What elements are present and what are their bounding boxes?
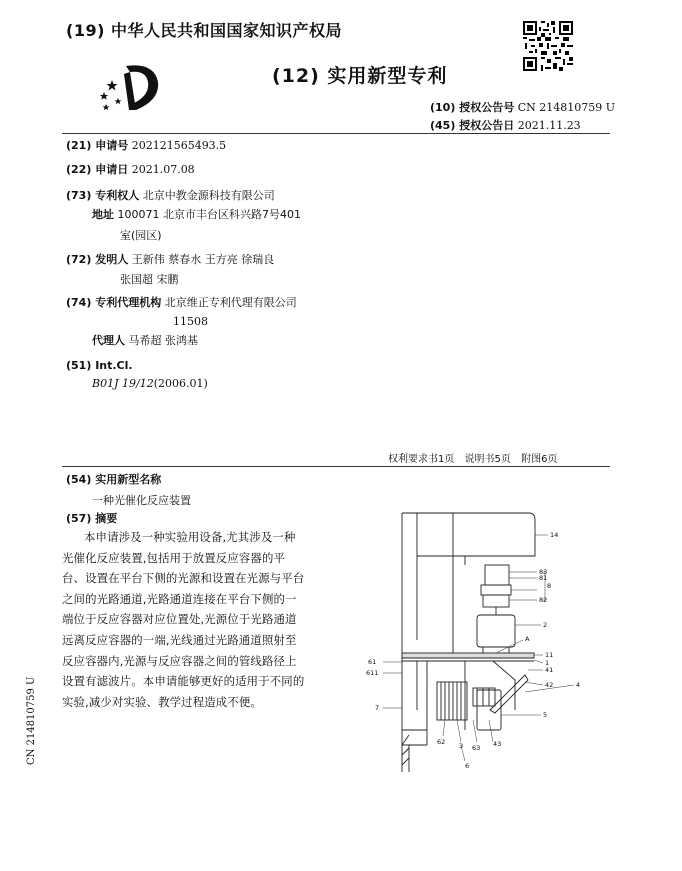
label-43: 43 [493, 740, 502, 748]
application-date-label: (22) 申请日 [66, 163, 129, 176]
label-11: 11 [545, 651, 554, 659]
abstract-line: 端位于反应容器对应位置处,光源位于光路通道 [62, 612, 297, 627]
patent-agency-label: (74) 专利代理机构 [66, 296, 162, 309]
label-3: 3 [459, 742, 464, 750]
side-publication-number: CN 214810759 U [26, 676, 37, 765]
label-8: 8 [547, 582, 552, 590]
abstract-divider [62, 466, 610, 467]
abstract-line: 本申请涉及一种实验用设备,尤其涉及一种 [84, 530, 296, 544]
int-cl-label: (51) Int.Cl. [66, 359, 133, 372]
patent-agent-value: 马希超 张鸿基 [128, 334, 198, 347]
address-line2: 室(园区) [120, 229, 162, 242]
office-name: (19) 中华人民共和国国家知识产权局 [66, 21, 342, 40]
label-82: 82 [539, 596, 548, 604]
description-pages: 说明书5页 [464, 454, 511, 465]
inventors-line1: 王新伟 蔡春水 王方亮 徐瑞良 [131, 253, 275, 266]
publication-number-label: (10) 授权公告号 [430, 101, 515, 114]
abstract-label [66, 512, 117, 526]
patentee-value: 北京中教金源科技有限公司 [142, 189, 275, 202]
inventors-line2: 张国超 宋鹏 [120, 273, 179, 286]
publication-number [430, 99, 615, 115]
label-2: 2 [543, 621, 548, 629]
address [92, 208, 301, 222]
label-1: 1 [545, 659, 550, 667]
abstract-label-text: (57) 摘要 [66, 512, 118, 525]
abstract-body [62, 527, 362, 712]
application-number-label: (21) 申请号 [66, 139, 129, 152]
int-cl-classification [92, 377, 208, 390]
utility-title-label [66, 473, 161, 487]
address-line1: 100071 北京市丰台区科兴路7号401 [117, 208, 301, 221]
utility-title-label-text: (54) 实用新型名称 [66, 473, 162, 486]
label-6: 6 [465, 762, 470, 770]
label-61: 61 [368, 658, 377, 666]
abstract-line: 远离反应容器的一端,光线通过光路通道照射至 [62, 632, 297, 647]
int-cl-code: B01J 19/12 [92, 377, 154, 390]
publication-date-value: 2021.11.23 [517, 119, 581, 132]
patent-agency-value: 北京维正专利代理有限公司 [164, 296, 297, 309]
application-number [66, 139, 226, 153]
publication-date [430, 117, 581, 133]
device-drawing [365, 510, 610, 775]
abstract-line: 台、设置在平台下侧的光源和设置在光源与平台 [62, 571, 305, 586]
publication-date-label: (45) 授权公告日 [430, 119, 515, 132]
patent-agency-code: 11508 [173, 315, 208, 328]
page-counts [388, 450, 565, 465]
patent-agency [66, 296, 297, 310]
publication-number-value: CN 214810759 U [517, 101, 615, 114]
label-14: 14 [550, 531, 559, 539]
application-date-value: 2021.07.08 [131, 163, 195, 176]
abstract-line: 设置有滤波片。本申请能够更好的适用于不同的 [62, 674, 305, 689]
label-4: 4 [576, 681, 581, 689]
label-5: 5 [543, 711, 548, 719]
label-81: 81 [539, 574, 548, 582]
int-cl [66, 359, 133, 373]
cnipa-logo-icon [96, 58, 166, 114]
application-number-value: 202121565493.5 [131, 139, 227, 152]
int-cl-date: (2006.01) [153, 377, 208, 390]
label-41: 41 [545, 666, 554, 674]
label-62: 62 [437, 738, 446, 746]
document-type: (12) 实用新型专利 [272, 65, 448, 87]
abstract-line: 光催化反应装置,包括用于放置反应容器的平 [62, 550, 286, 565]
application-date [66, 163, 195, 177]
abstract-line: 之间的光路通道,光路通道连接在平台下侧的一 [62, 591, 297, 606]
qr-code-icon [523, 21, 573, 71]
address-label: 地址 [92, 208, 114, 221]
abstract-line: 实验,减少对实验、教学过程造成不便。 [62, 694, 262, 709]
label-63: 63 [472, 744, 481, 752]
label-83: 83 [539, 568, 548, 576]
inventors-label: (72) 发明人 [66, 253, 129, 266]
drawing-pages: 附图6页 [521, 454, 558, 465]
patentee [66, 189, 275, 203]
patentee-label: (73) 专利权人 [66, 189, 140, 202]
header-divider [62, 133, 610, 134]
label-7: 7 [375, 704, 380, 712]
label-42: 42 [545, 681, 554, 689]
claims-pages: 权利要求书1页 [388, 454, 455, 465]
patent-agent-label: 代理人 [92, 334, 125, 347]
patent-agent [92, 334, 198, 348]
abstract-line: 反应容器内,光源与反应容器之间的管线路径上 [62, 653, 297, 668]
inventors [66, 253, 274, 267]
label-611: 611 [366, 669, 379, 677]
utility-title: 一种光催化反应装置 [92, 494, 191, 507]
label-A: A [525, 635, 530, 643]
